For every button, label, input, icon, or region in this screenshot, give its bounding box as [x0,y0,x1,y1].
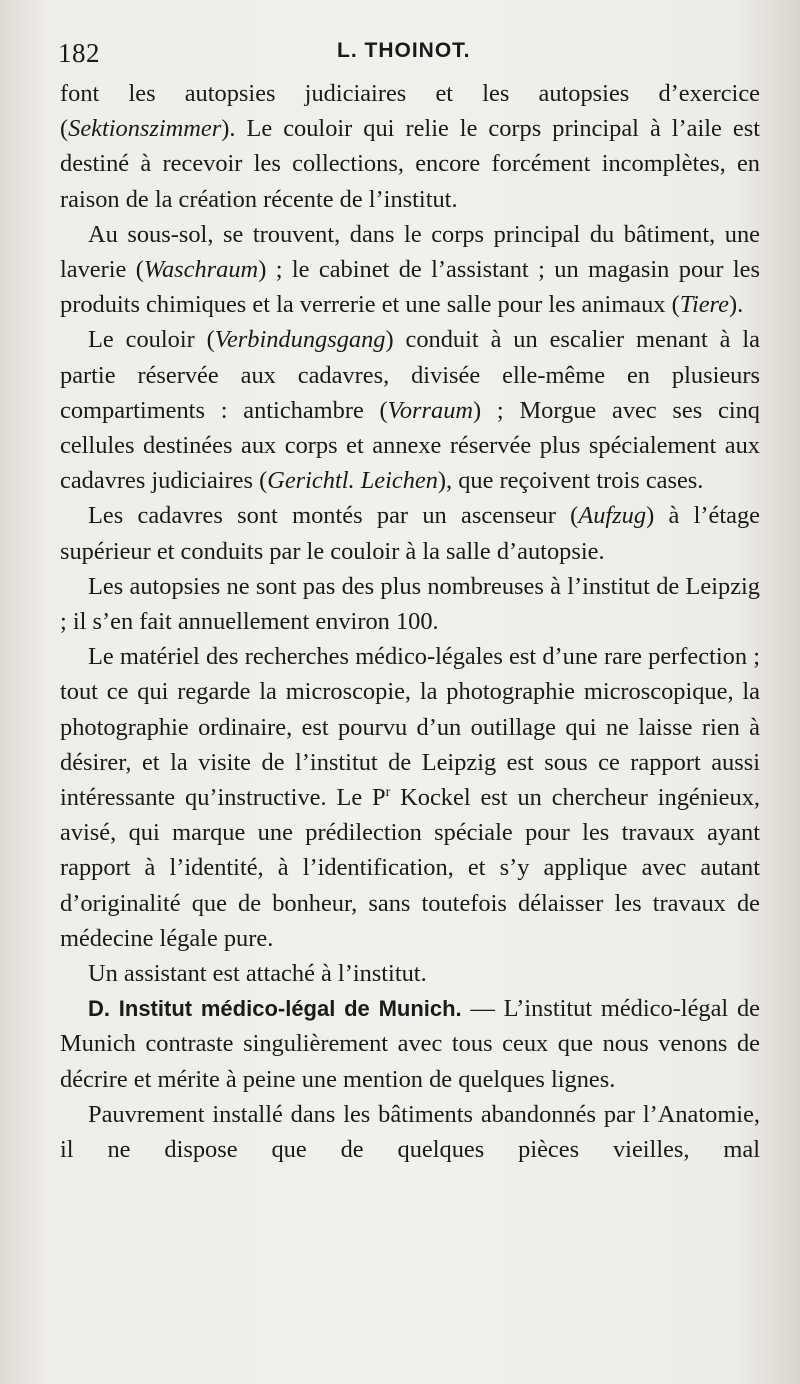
text-run-italic: Waschraum [143,256,259,284]
text-run: Au sous-sol, se trouvent, dans le corps principal du bâtiment, une laverie ( [60,220,760,284]
text-run: Les cadavres sont montés par un ascenseur ( [88,502,579,530]
text-run-italic: Sektionszimmer [68,115,222,143]
text-run: ). [728,291,744,319]
text-run: ) conduit à un escalier menant à la partie réservée aux cadavres, divisée elle-même en plusieurs compartiments : antichambre ( [60,326,760,424]
text-run: ), que reçoivent trois cases. [437,467,704,495]
paragraph-2 [60,217,760,323]
text-run-italic: Verbindungsgang [214,326,386,354]
text-run-italic: Tiere [679,291,729,319]
running-head [0,36,800,70]
text-run: ) à l’étage supérieur et conduits par le couloir à la salle d’autopsie. [60,502,761,565]
text-run-italic: Aufzug [578,502,647,530]
text-run: Un assistant est attaché à l’institut. [88,960,427,988]
text-run: Les autopsies ne sont pas des plus nombreuses à l’institut de Leipzig ; il s’en fait annuellement environ 100. [60,572,760,636]
text-run: ). Le couloir qui relie le corps principal à l’aile est destiné à recevoir les collections, encore forcément incomplètes, en raison de la création récente de l’institut. [60,115,760,213]
paragraph-9 [60,1097,760,1167]
paragraph-7 [60,956,760,991]
text-run-italic: Vorraum [387,396,474,424]
paragraph-3 [60,322,760,498]
page-number: 182 [58,38,100,68]
text-run: font les autopsies judiciaires et les autopsies d’exercice ( [60,80,760,143]
text-run: ) ; le cabinet de l’assistant ; un magasin pour les produits chimiques et la verrerie et une salle pour les animaux ( [60,256,760,319]
text-run: Pauvrement installé dans les bâtiments abandonnés par l’Anatomie, il ne dispose que de quelques pièces vieilles, mal [60,1100,760,1164]
text-run-superscript: r [385,784,391,800]
text-run: ) ; Morgue avec ses cinq cellules destinées aux corps et annexe réservée plus spécialement aux cadavres judiciaires ( [60,396,760,495]
paragraph-1 [60,76,760,217]
text-run: Le matériel des recherches médico-légales est d’une rare perfection ; tout ce qui regarde la microscopie, la photographie microscopique, la photographie ordinaire, est pourvu d’un outillage qui ne laisse rien à désirer, et la visite de l’institut de Leipzig est sous ce rapport aussi intéressante qu’instructive. Le P [60,643,760,812]
section-heading: D. Institut médico-légal de Munich. [88,996,462,1022]
text-run: — L’institut médico-légal de Munich contraste singulièrement avec tous ceux que nous venons de décrire et mérite à peine une mention de quelques lignes. [60,995,760,1093]
text-run: Le couloir ( [88,326,215,354]
body-text [60,76,760,1167]
paragraph-8 [60,991,760,1097]
paragraph-6 [60,639,760,956]
running-head-author: L. THOINOT. [337,39,471,62]
paragraph-4 [60,498,760,568]
text-run: Kockel est un chercheur ingénieux, avisé, qui marque une prédilection spéciale pour les travaux ayant rapport à l’identité, à l’identification, et s’y applique avec autant d’originalité que de bonheur, sans toutefois délaisser les travaux de médecine légale pure. [60,784,761,952]
text-run-italic: Gerichtl. Leichen [267,467,438,495]
paragraph-5 [60,569,760,639]
